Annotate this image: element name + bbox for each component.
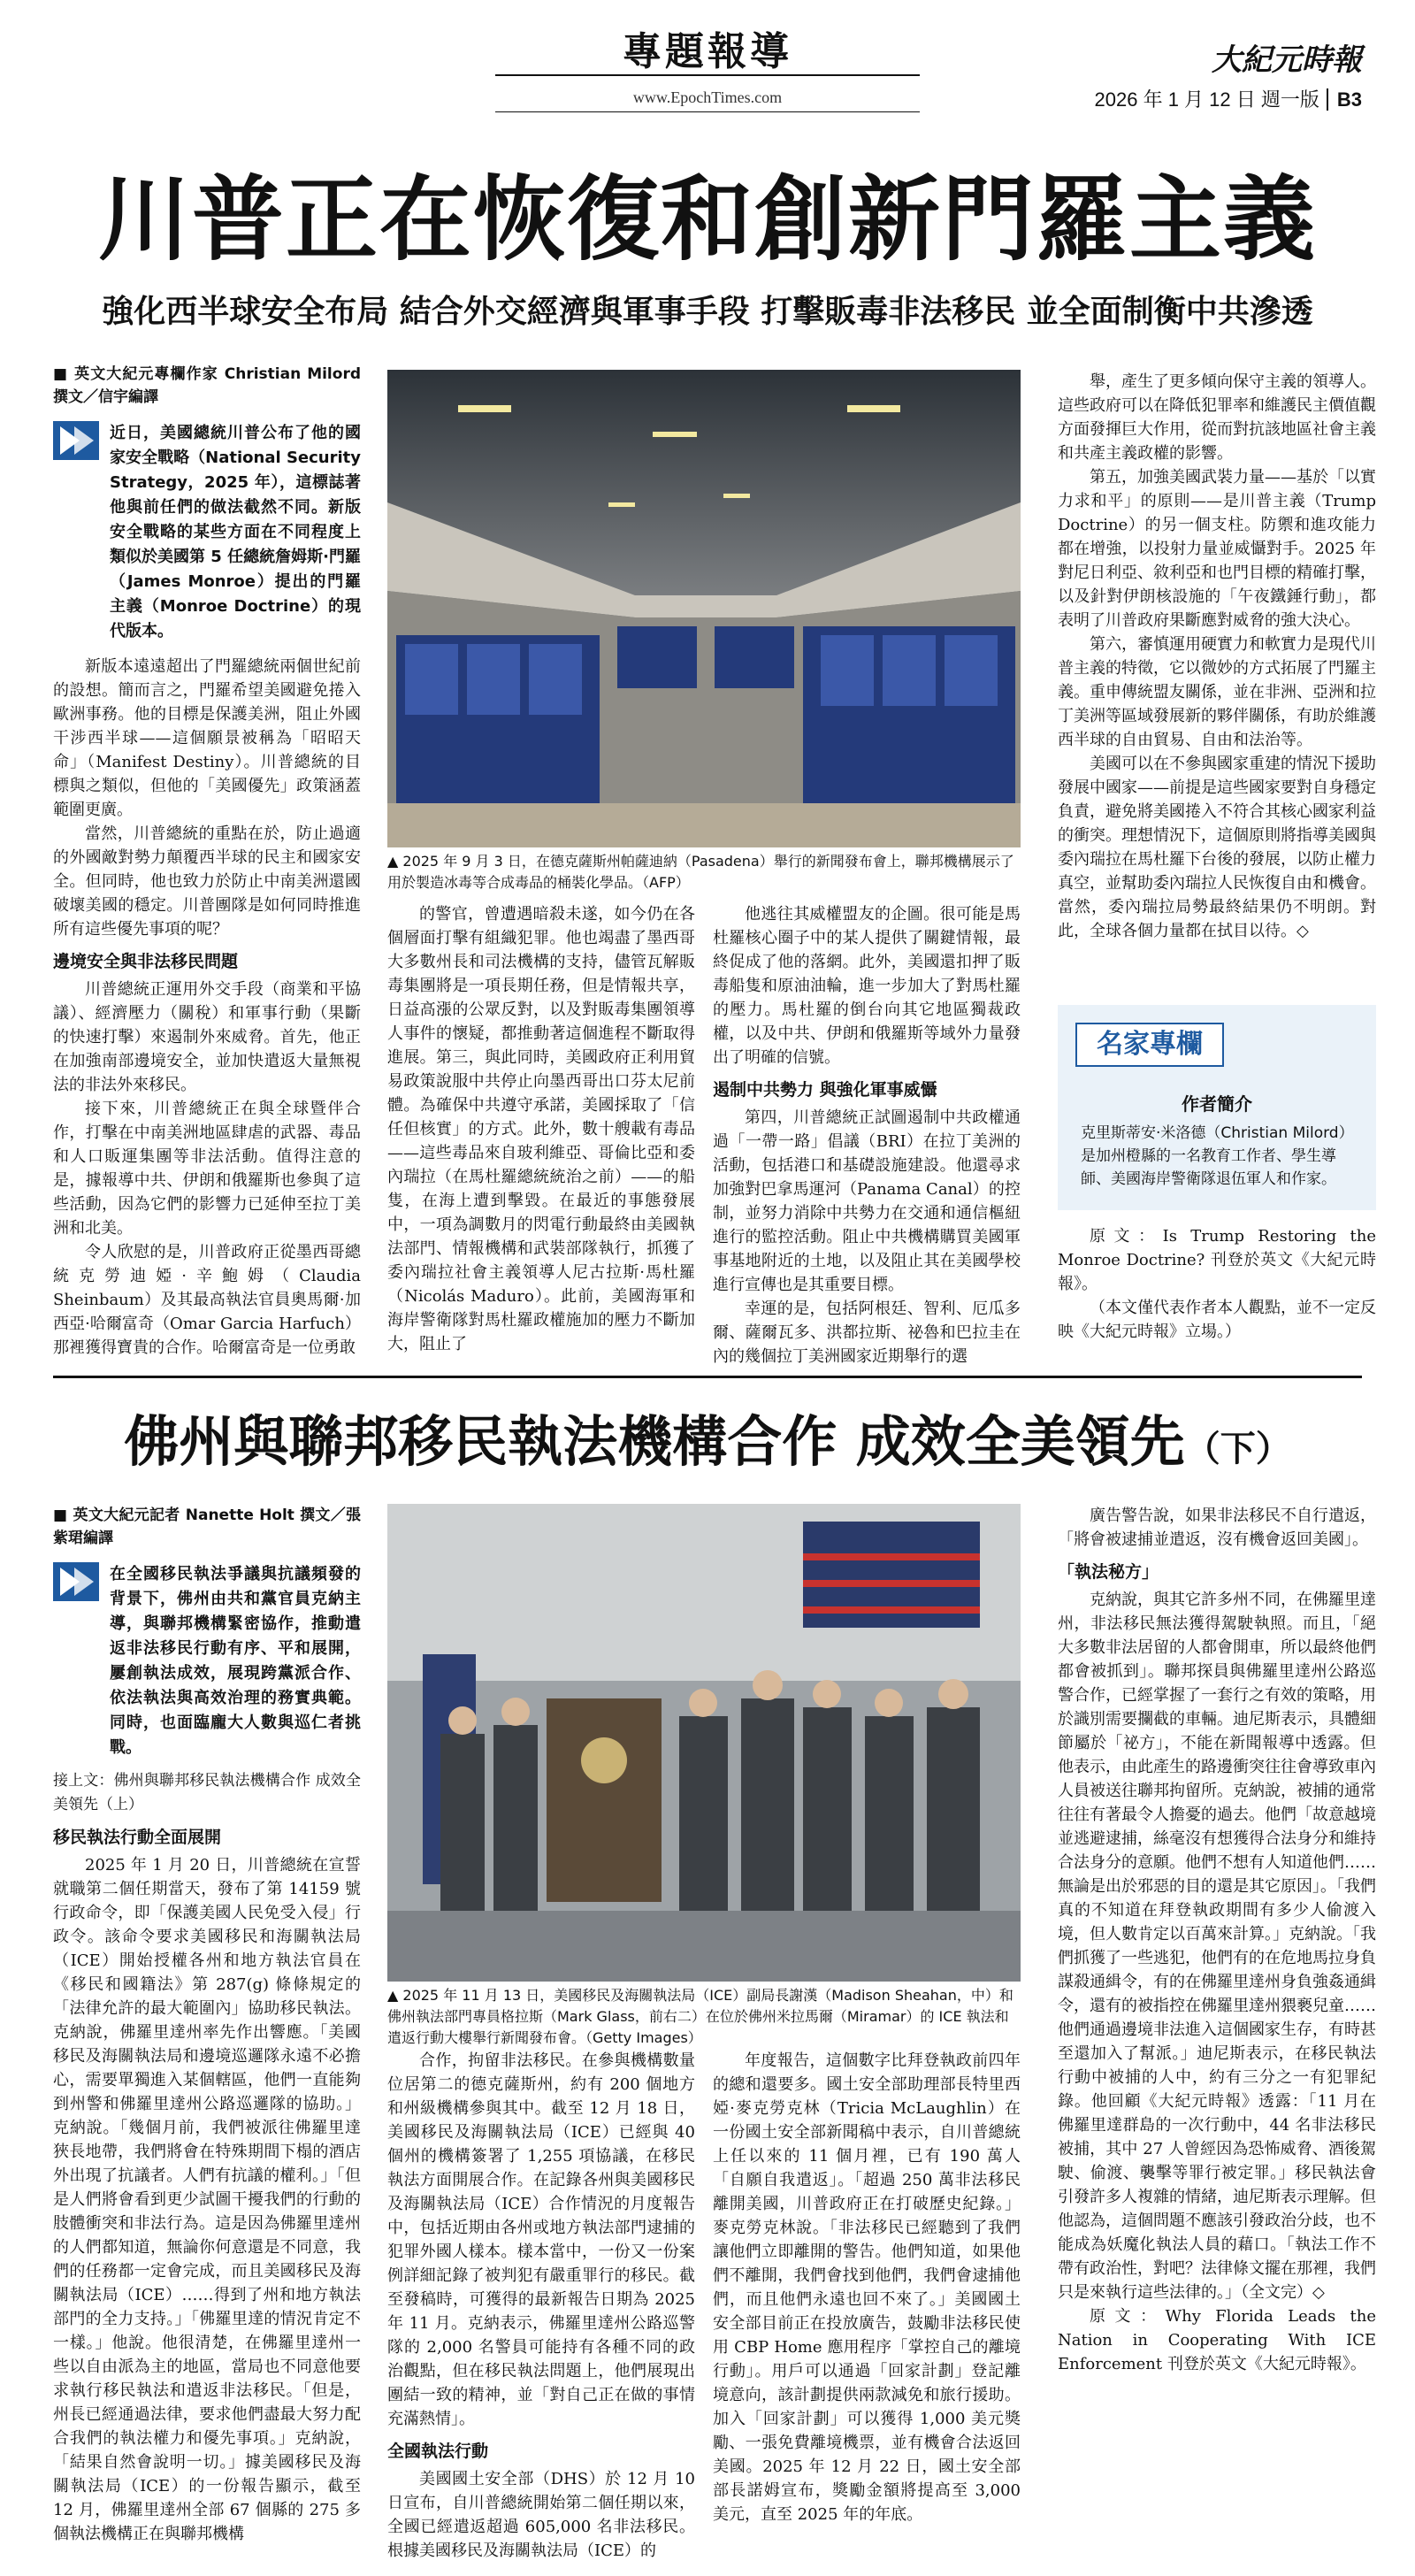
subheading: 遏制中共勢力 與強化軍事威懾 bbox=[713, 1080, 937, 1100]
article1-column-1 bbox=[53, 363, 361, 1371]
disclaimer: （本文僅代表作者本人觀點，並不一定反映《大紀元時報》立場。） bbox=[1058, 1299, 1376, 1341]
paragraph: 廣告警告說，如果非法移民不自行遣返，「將會被逮捕並遣返，沒有機會返回美國」。 bbox=[1058, 1506, 1376, 1549]
article-divider bbox=[53, 1376, 1362, 1378]
paragraph: 川普總統正運用外交手段（商業和平協議）、經濟壓力（關稅）和軍事行動（果斷的快速打擊）來遏制外來威脅。首先，他正在加強南部邊境安全，並加快遣返大量無視法的非法外來移民。 bbox=[53, 980, 361, 1094]
section-title: 專題報導 bbox=[623, 29, 792, 74]
article1-column-3 bbox=[713, 902, 1021, 1371]
paragraph: 克納說，與其它許多州不同，在佛羅里達州，非法移民無法獲得駕駛執照。而且，「絕大多數非法居留的人都會開車，所以最終他們都會被抓到」。聯邦探員與佛羅里達州公路巡警合作，已經掌握了一套行之有效的策略，用於識別需要攔截的車輛。迪尼斯表示，具體細節屬於「祕方」，不能在新聞報導中透露。但他表示，由此產生的路邊衝突往往會導致車內人員被送往聯邦拘留所。克納說，被捕的通常往往有著最令人擔憂的過去。他們「故意越境並逃避逮捕，絲毫沒有想獲得合法身分和維持合法身分的意願。他們不想有人知道他們……無論是出於邪惡的目的還是其它原因」。「我們真的不知道在拜登執政期間有多少人偷渡入境，但人數肯定以百萬來計算。」克納說。「我們抓獲了一些逃犯，他們有的在危地馬拉身負謀殺通緝令，有的在佛羅里達州身負強姦通緝令，還有的被指控在佛羅里達州猥褻兒童……他們通過邊境非法進入這個國家生存，有時甚至還加入了幫派。」迪尼斯表示，在移民執法行動中被捕的人中，約有三分之一有犯罪紀錄。他回顧《大紀元時報》透露：「11 月在佛羅里達群島的一次行動中，44 名非法移民被捕，其中 27 人曾經因為恐怖威脅、酒後駕駛、偷渡、襲擊等罪行被定罪。」移民執法會引發許多人複雜的情緒，迪尼斯表示理解。但他認為，這個問題不應該引發政治分歧，也不能成為妖魔化執法人員的藉口。「執法工作不帶有政治性，對吧？法律條文擺在那裡，我們只是來執行這些法律的。」（全文完）◇ bbox=[1058, 1591, 1376, 2302]
paragraph: 幸運的是，包括阿根廷、智利、厄瓜多爾、薩爾瓦多、洪都拉斯、祕魯和巴拉圭在內的幾個拉丁美洲國家近期舉行的選 bbox=[713, 1300, 1021, 1366]
paragraph: 美國可以在不參與國家重建的情況下援助發展中國家——前提是這些國家要對自身穩定負責，避免將美國捲入不符合其核心國家利益的衝突。理想情況下，這個原則將指導美國與委內瑞拉在馬杜羅下台後的發展，以防止權力真空，並幫助委內瑞拉人民恢復自由和機會。當然，委內瑞拉局勢最終結果仍不明朗。對此，全球各個力量都在拭目以待。◇ bbox=[1058, 755, 1376, 940]
article2-photo-caption: ▲ 2025 年 11 月 13 日，美國移民及海關執法局（ICE）副局長謝漢（Madison Sheahan，中）和佛州執法部門專員格拉斯（Mark Glass，前右二）在位於佛州米拉馬爾（Miramar）的 ICE 執法和遣返行動大樓舉行新聞發布會。（Getty Images） bbox=[387, 1987, 1013, 2046]
paragraph: 美國國土安全部（DHS）於 12 月 10 日宣布，自川普總統開始第二個任期以來，全國已經遣返超過 605,000 名非法移民。根據美國移民及海關執法局（ICE）的 bbox=[387, 2470, 695, 2558]
article2-title-suffix: （下） bbox=[1184, 1429, 1291, 1469]
article2-headline bbox=[0, 1398, 1415, 1493]
original-source: 原文：Is Trump Restoring the Monroe Doctrine? 刊登於英文《大紀元時報》。 bbox=[1058, 1227, 1376, 1293]
author-box bbox=[1058, 1005, 1376, 1210]
article2-column-2 bbox=[387, 2049, 695, 2558]
article1-column-2 bbox=[387, 902, 695, 1371]
issue-date bbox=[1095, 85, 1362, 112]
paragraph: 他逃往其威權盟友的企圖。很可能是馬杜羅核心圈子中的某人提供了關鍵情報，最終促成了他的落網。此外，美國還扣押了販毒船隻和原油油輪，進一步加大了對馬杜羅的壓力。馬杜羅的倒台向其它地區獨裁政權，以及中共、伊朗和俄羅斯等域外力量發出了明確的信號。 bbox=[713, 905, 1021, 1067]
paragraph: 第五，加強美國武裝力量——基於「以實力求和平」的原則——是川普主義（Trump Doctrine）的另一個支柱。防禦和進攻能力都在增強，以投射力量並威懾對手。2025 年對尼日利亞、敘利亞和也門目標的精確打擊，以及針對伊朗核設施的「午夜鐵錘行動」，都表明了川普政府果斷應對威脅的強大決心。 bbox=[1058, 468, 1376, 630]
paragraph: 新版本遠遠超出了門羅總統兩個世紀前的設想。簡而言之，門羅希望美國避免捲入歐洲事務。他的目標是保護美洲，阻止外國干涉西半球——這個願景被稱為「昭昭天命」（Manifest Destiny）。川普總統的目標與之類似，但他的「美國優先」政策涵蓋範圍更廣。 bbox=[53, 657, 361, 819]
subheading: 「執法秘方」 bbox=[1058, 1562, 1159, 1582]
article2-photo bbox=[387, 1504, 1021, 1982]
article2-byline: ■ 英文大紀元記者 Nanette Holt 撰文／張紫珺編譯 bbox=[53, 1506, 361, 1547]
chevron-marker-icon bbox=[53, 1562, 99, 1601]
subheading: 全國執法行動 bbox=[387, 2442, 489, 2461]
article1-headline: 川普正在恢復和創新門羅主義 bbox=[97, 165, 1317, 273]
continued-from: 接上文：佛州與聯邦移民執法機構合作 成效全美領先（上） bbox=[53, 1772, 361, 1813]
newspaper-logo: 大紀元時報 bbox=[1212, 42, 1362, 78]
page-number: B3 bbox=[1327, 88, 1362, 111]
article2-column-1 bbox=[53, 1504, 361, 2558]
paragraph: 第六，審慎運用硬實力和軟實力是現代川普主義的特徵，它以微妙的方式拓展了門羅主義。重申傳統盟友關係，並在非洲、亞洲和拉丁美洲等區域發展新的夥伴關係，有助於維護西半球的自由貿易、自由和法治等。 bbox=[1058, 635, 1376, 749]
paragraph: 舉，產生了更多傾向保守主義的領導人。這些政府可以在降低犯罪率和維護民主價值觀方面發揮巨大作用，從而對抗該地區社會主義和共產主義政權的影響。 bbox=[1058, 372, 1376, 463]
chevron-marker-icon bbox=[53, 421, 99, 460]
article2-lead bbox=[53, 1562, 361, 1760]
article1-photo-caption: ▲ 2025 年 9 月 3 日，在德克薩斯州帕薩迪納（Pasadena）舉行的新聞發布會上，聯邦機構展示了用於製造冰毒等合成毒品的桶裝化學品。（AFP） bbox=[387, 853, 1014, 891]
paragraph: 合作，拘留非法移民。在參與機構數量位居第二的德克薩斯州，約有 200 個地方和州級機構參與其中。截至 12 月 18 日，美國移民及海關執法局（ICE）已經與 40 個州的機構簽署了 1,255 項協議，在移民執法方面開展合作。在記錄各州與美國移民及海關執法局（ICE）合作情況的月度報告中，包括近期由各州或地方執法部門逮捕的犯罪外國人樣本。樣本當中，一份又一份案例詳細記錄了被判犯有嚴重罪行的移民。截至發稿時，可獲得的最新報告日期為 2025 年 11 月。克納表示，佛羅里達州公路巡警隊的 2,000 名警員可能持有各種不同的政治觀點，但在移民執法問題上，他們展現出團結一致的精神，並「對自己正在做的事情充滿熱情」。 bbox=[387, 2051, 695, 2428]
article1-source bbox=[1058, 1224, 1376, 1371]
article1-lead-text: 近日，美國總統川普公布了他的國家安全戰略（National Security Strategy，2025 年），這標誌著他與前任們的做法截然不同。新版安全戰略的某些方面在不同程度上類似於美國第 5 任總統詹姆斯·門羅（James Monroe）提出的門羅主義（Monroe Doctrine）的現代版本。 bbox=[110, 424, 361, 640]
article2-column-4 bbox=[1058, 1504, 1376, 2558]
page-header bbox=[0, 0, 1415, 142]
warehouse-chemical-drums-image bbox=[387, 370, 1021, 847]
article1-photo bbox=[387, 370, 1021, 847]
paragraph: 年度報告，這個數字比拜登執政前四年的總和還要多。國土安全部助理部長特里西婭·麥克勞克林（Tricia McLaughlin）在一份國土安全部新聞稿中表示，自川普總統上任以來的 11 個月裡，已有 190 萬人「自願自我遣返」。「超過 250 萬非法移民離開美國，川普政府正在打破歷史紀錄。」麥克勞克林說。「非法移民已經聽到了我們讓他們立即離開的警告。他們知道，如果他們不離開，我們會找到他們，我們會逮捕他們，而且他們永遠也回不來了。」美國國土安全部目前正在投放廣告，鼓勵非法移民使用 CBP Home 應用程序「掌控自己的離境行動」。用戶可以通過「回家計劃」登記離境意向，該計劃提供兩款減免和旅行援助。加入「回家計劃」可以獲得 1,000 美元獎勵、一張免費離境機票，並有機會合法返回美國。2025 年 12 月 22 日，國土安全部部長諾姆宣布，獎勵金額將提高至 3,000 美元，直至 2025 年的年底。 bbox=[713, 2051, 1021, 2524]
column-tab: 名家專欄 bbox=[1075, 1023, 1224, 1067]
subheading: 邊境安全與非法移民問題 bbox=[53, 952, 239, 971]
article2-title: 佛州與聯邦移民執法機構合作 成效全美領先 bbox=[124, 1409, 1185, 1474]
paragraph: 令人欣慰的是，川普政府正從墨西哥總統克勞迪婭·辛鮑姆（Claudia Sheinbaum）及其最高執法官員奧馬爾·加西亞·哈爾富奇（Omar Garcia Harfuch）那裡獲得寶貴的合作。哈爾富奇是一位勇敢 bbox=[53, 1243, 361, 1357]
article1-byline: ■ 英文大紀元專欄作家 Christian Milord 撰文／信宇編譯 bbox=[53, 365, 361, 406]
site-url[interactable]: www.EpochTimes.com bbox=[632, 88, 783, 106]
paragraph: 2025 年 1 月 20 日，川普總統在宣誓就職第二個任期當天，發布了第 14159 號行政命令，即「保護美國人民免受入侵」行政令。該命令要求美國移民和海關執法局（ICE）開始授權各州和地方執法官員在《移民和國籍法》第 287(g) 條條規定的「法律允許的最大範圍內」協助移民執法。克納說，佛羅里達州率先作出響應。「美國移民及海關執法局和邊境巡邏隊永遠不必擔心，需要單獨進入某個轄區，他們一直能夠到州警和佛羅里達州公路巡邏隊的協助。」克納說。「幾個月前，我們被派往佛羅里達狹長地帶，我們將會在特殊期間下榻的酒店外出現了抗議者。人們有抗議的權利。」「但是人們將會看到更少試圖干擾我們的行動的肢體衝突和非法行為。這是因為佛羅里達州的人們都知道，無論你何意還是不同意，我們的任務都一定會完成，而且美國移民及海關執法局（ICE）……得到了州和地方執法部門的全力支持。」「佛羅里達的情況肯定不一樣。」他說。他很清楚，在佛羅里達州一些以自由派為主的地區，當局也不同意他要求執行移民執法和遣返非法移民。「但是，州長已經通過法律，要求他們盡最大努力配合我們的執法權力和優先事項。」克納說，「結果自然會說明一切。」據美國移民及海關執法局（ICE）的一份報告顯示，截至 12 月，佛羅里達州全部 67 個縣的 275 多個執法機構正在與聯邦機構 bbox=[53, 1856, 361, 2543]
article1-subheadline: 強化西半球安全布局 結合外交經濟與軍事手段 打擊販毒非法移民 並全面制衡中共滲透 bbox=[102, 294, 1313, 330]
subheading: 移民執法行動全面展開 bbox=[53, 1828, 222, 1847]
article1-lead bbox=[53, 421, 361, 644]
article2-column-3 bbox=[713, 2049, 1021, 2558]
paragraph: 的警官，曾遭遇暗殺未遂，如今仍在各個層面打擊有組織犯罪。他也竭盡了墨西哥大多數州長和司法機構的支持，儘管瓦解販毒集團將是一項長期任務，但是情報共享，日益高漲的公眾反對，以及對販毒集團領導人事件的懷疑，都推動著這個進程不斷取得進展。第三，與此同時，美國政府正利用貿易政策說服中共停止向墨西哥出口芬太尼前體。為確保中共遵守承諾，美國採取了「信任但核實」的方式。此外，數十艘載有毒品——這些毒品來自玻利維亞、哥倫比亞和委內瑞拉（在馬杜羅總統統治之前）——的船隻，在海上遭到擊毀。在最近的事態發展中，一項為調數月的閃電行動最終由美國執法部門、情報機構和武裝部隊執行，抓獲了委內瑞拉社會主義領導人尼古拉斯·馬杜羅（Nicolás Maduro）。此前，美國海軍和海岸警衛隊對馬杜羅政權施加的壓力不斷加大，阻止了 bbox=[387, 905, 695, 1353]
paragraph: 當然，川普總統的重點在於，防止過適的外國敵對勢力顛覆西半球的民主和國家安全。但同時，他也致力於防止中南美洲還國破壞美國的穩定。川普團隊是如何同時推進所有這些優先事項的呢？ bbox=[53, 824, 361, 939]
author-description: 克里斯蒂安·米洛德（Christian Milord）是加州橙縣的一名教育工作者、學生導師、美國海岸警衛隊退伍軍人和作家。 bbox=[1081, 1124, 1354, 1188]
original-source: 原文：Why Florida Leads the Nation in Cooperating With ICE Enforcement 刊登於英文《大紀元時報》。 bbox=[1058, 2307, 1376, 2373]
paragraph: 第四，川普總統正試圖遏制中共政權通過「一帶一路」倡議（BRI）在拉丁美洲的活動，包括港口和基礎設施建設。他還尋求加強對巴拿馬運河（Panama Canal）的控制，並努力消除中共勢力在交通和通信樞紐進行的監控活動。阻止中共機構購買美國軍事基地附近的土地，以及阻止其在美國學校進行宣傳也是其重要目標。 bbox=[713, 1108, 1021, 1294]
header-rule bbox=[495, 111, 920, 112]
paragraph: 接下來，川普總統正在與全球暨伴合作，打擊在中南美洲地區肆虐的武器、毒品和人口販運集團等非法活動。值得注意的是，據報導中共、伊朗和俄羅斯也參與了這些活動，因為它們的影響力已延伸至拉丁美洲和北美。 bbox=[53, 1100, 361, 1238]
press-conference-image bbox=[387, 1504, 1021, 1982]
article1-column-4 bbox=[1058, 370, 1376, 1000]
date-text: 2026 年 1 月 12 日 週一版 bbox=[1094, 88, 1319, 111]
author-box-title: 作者簡介 bbox=[1182, 1093, 1252, 1115]
article2-lead-text: 在全國移民執法爭議與抗議頻發的背景下，佛州由共和黨官員克納主導，與聯邦機構緊密協作，推動遣返非法移民行動有序、平和展開，屢創執法成效，展現跨黨派合作、依法執法與高效治理的務實典範。同時，也面臨龐大人數與巡仁者挑戰。 bbox=[110, 1565, 361, 1757]
